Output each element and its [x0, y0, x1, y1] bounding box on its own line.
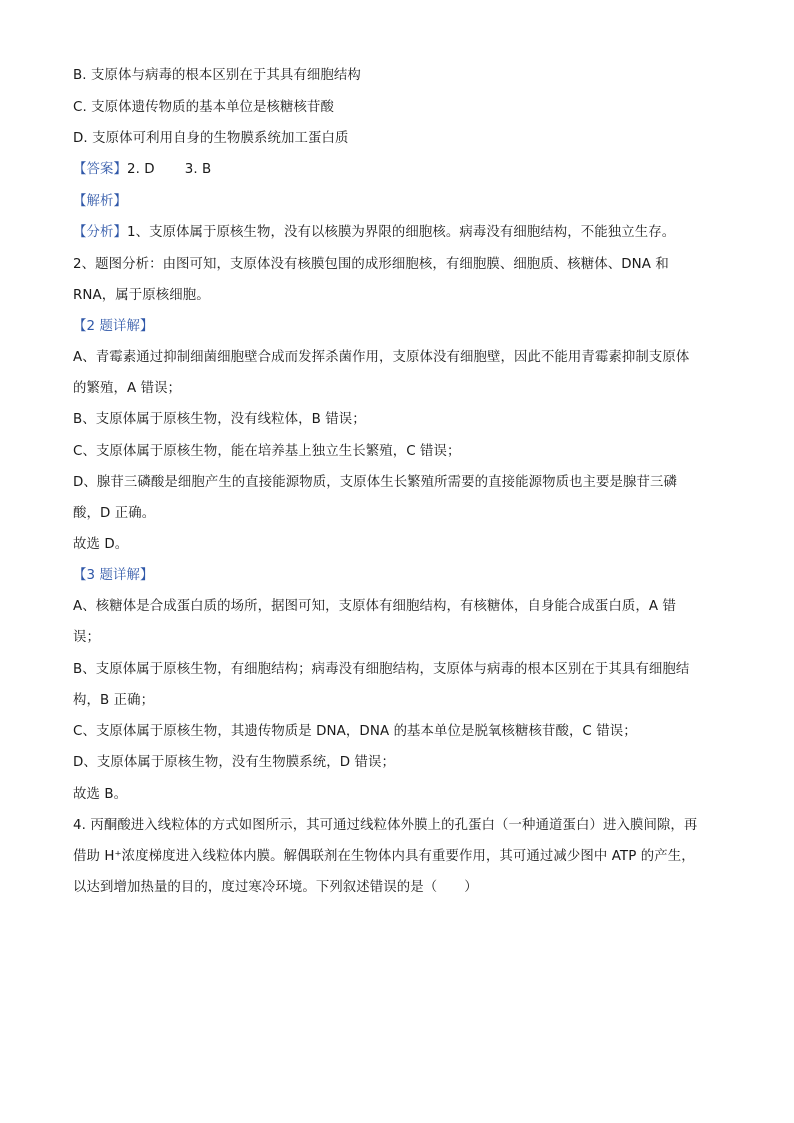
q3-b-line1: B、支原体属于原核生物，有细胞结构；病毒没有细胞结构，支原体与病毒的根本区别在于其具有细胞结: [73, 662, 690, 677]
q4-line2: 借助 H⁺浓度梯度进入线粒体内膜。解偶联剂在生物体内具有重要作用，其可通过减少图中 ATP 的产生，: [73, 849, 695, 864]
option-d: D. 支原体可利用自身的生物膜系统加工蛋白质: [73, 131, 349, 146]
option-c: C. 支原体遗传物质的基本单位是核糖核苷酸: [73, 100, 334, 115]
q3-b-line2: 构，B 正确；: [73, 693, 155, 708]
q4-line3: 以达到增加热量的目的，度过寒冷环境。下列叙述错误的是（ ）: [73, 880, 478, 895]
q2-a-line2: 的繁殖，A 错误；: [73, 381, 182, 396]
answer-q3: 3. B: [184, 162, 212, 177]
q2-d-line2: 酸，D 正确。: [73, 506, 156, 521]
q3-heading: [73, 567, 723, 585]
analysis-p2b: RNA，属于原核细胞。: [73, 288, 210, 303]
q2-b: B、支原体属于原核生物，没有线粒体，B 错误；: [73, 412, 366, 427]
q2-choose: 故选 D。: [73, 537, 129, 552]
answer-q2: 2. D: [126, 162, 155, 177]
analysis-p1: [73, 224, 723, 242]
answer-tag: 【答案】: [73, 162, 127, 177]
analysis-p2a: 2、题图分析：由图可知，支原体没有核膜包围的成形细胞核，有细胞膜、细胞质、核糖体、DNA 和: [73, 257, 669, 272]
q4-line1: 4. 丙酮酸进入线粒体的方式如图所示，其可通过线粒体外膜上的孔蛋白（一种通道蛋白）进入膜间隙，再: [73, 818, 698, 833]
analysis-heading: [73, 193, 723, 211]
q2-heading: [73, 318, 723, 336]
analysis-p1-text: 1、支原体属于原核生物，没有以核膜为界限的细胞核。病毒没有细胞结构，不能独立生存。: [126, 225, 676, 240]
q2-d-line1: D、腺苷三磷酸是细胞产生的直接能源物质，支原体生长繁殖所需要的直接能源物质也主要是腺苷三磷: [73, 475, 677, 490]
q3-c: C、支原体属于原核生物，其遗传物质是 DNA，DNA 的基本单位是脱氧核糖核苷酸，C 错误；: [73, 724, 637, 739]
answer-line: [73, 161, 723, 179]
q3-d: D、支原体属于原核生物，没有生物膜系统，D 错误；: [73, 755, 395, 770]
q2-a-line1: A、青霉素通过抑制细菌细胞壁合成而发挥杀菌作用，支原体没有细胞壁，因此不能用青霉素抑制支原体: [73, 350, 690, 365]
q3-a-line1: A、核糖体是合成蛋白质的场所，据图可知，支原体有细胞结构，有核糖体，自身能合成蛋白质，A 错: [73, 599, 676, 614]
q3-tag: 【3 题详解】: [73, 568, 154, 583]
q2-c: C、支原体属于原核生物，能在培养基上独立生长繁殖，C 错误；: [73, 444, 461, 459]
q3-choose: 故选 B。: [73, 787, 128, 802]
analysis-tag: 【解析】: [73, 194, 127, 209]
q3-a-line2: 误；: [73, 630, 100, 645]
option-b: B. 支原体与病毒的根本区别在于其具有细胞结构: [73, 68, 361, 83]
q2-tag: 【2 题详解】: [73, 319, 154, 334]
analysis-sub-tag: 【分析】: [73, 225, 127, 240]
